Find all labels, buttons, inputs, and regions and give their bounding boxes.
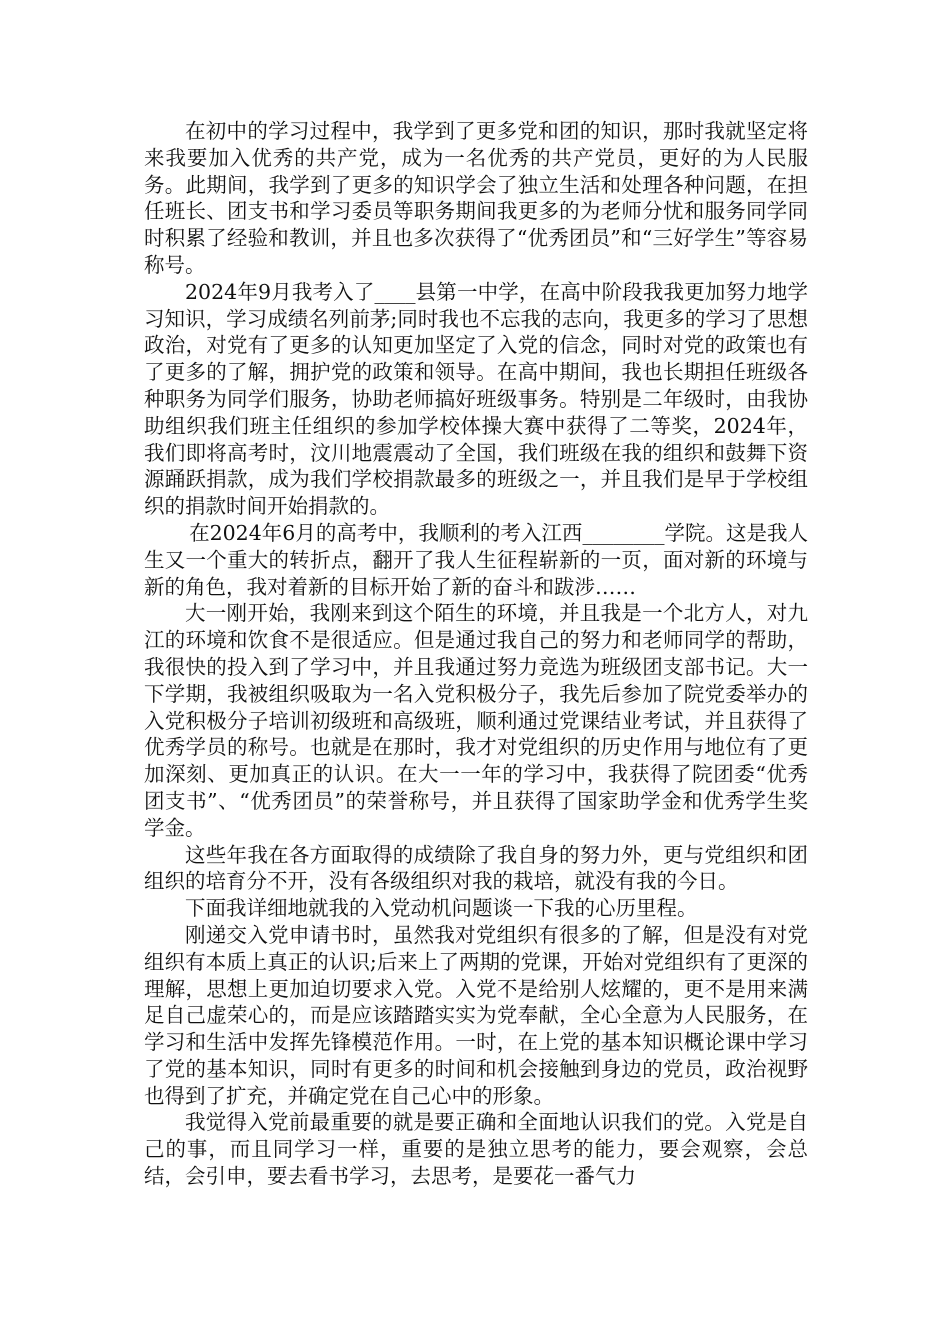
paragraph-middle-school: 在初中的学习过程中，我学到了更多党和团的知识，那时我就坚定将来我要加入优秀的共产党，成为一名优秀的共产党员，更好的为人民服务。此期间，我学到了更多的知识学会了独立生活和处理各种问题，在担任班长、团支书和学习委员等职务期间我更多的为老师分忧和服务同学同时积累了经验和教训，并且也多次获得了“优秀团员”和“三好学生”等容易称号。 (144, 119, 808, 277)
paragraph-college-entrance: 在2024年6月的高考中，我顺利的考入江西________学院。这是我人生又一个重大的转折点，翻开了我人生征程崭新的一页，面对新的环境与新的角色，我对着新的目标开始了新的奋斗和跋涉…… (144, 520, 808, 599)
paragraph-achievements: 这些年我在各方面取得的成绩除了我自身的努力外，更与党组织和团组织的培育分不开，没有各级组织对我的栽培，就没有我的今日。 (144, 842, 808, 894)
paragraph-motivation-intro: 下面我详细地就我的入党动机问题谈一下我的心历里程。 (185, 896, 698, 921)
paragraph-high-school: 2024年9月我考入了____县第一中学，在高中阶段我我更加努力地学习知识，学习成绩名列前茅;同时我也不忘我的志向，我更多的学习了思想政治，对党有了更多的认知更加坚定了入党的信念，同时对党的政策也有了更多的了解，拥护党的政策和领导。在高中期间，我也长期担任班级各种职务为同学们服务，协助老师搞好班级事务。特别是二年级时，由我协助组织我们班主任组织的参加学校体操大赛中获得了二等奖，2024年，我们即将高考时，汶川地震震动了全国，我们班级在我的组织和鼓舞下资源踊跃捐款，成为我们学校捐款最多的班级之一，并且我们是早于学校组织的捐款时间开始捐款的。 (144, 279, 808, 519)
document-body (144, 118, 808, 1190)
paragraph-freshman-year: 大一刚开始，我刚来到这个陌生的环境，并且我是一个北方人，对九江的环境和饮食不是很适应。但是通过我自己的努力和老师同学的帮助，我很快的投入到了学习中，并且我通过努力竞选为班级团支部书记。大一下学期，我被组织吸取为一名入党积极分子，我先后参加了院党委举办的入党积极分子培训初级班和高级班，顺利通过党课结业考试，并且获得了优秀学员的称号。也就是在那时，我才对党组织的历史作用与地位有了更加深刻、更加真正的认识。在大一一年的学习中，我获得了院团委“优秀团支书”、“优秀团员”的荣誉称号，并且获得了国家助学金和优秀学生奖学金。 (144, 601, 808, 840)
paragraph-understanding-party: 我觉得入党前最重要的就是要正确和全面地认识我们的党。入党是自己的事，而且同学习一样，重要的是独立思考的能力，要会观察，会总结，会引申，要去看书学习，去思考，是要花一番气力 (144, 1110, 808, 1189)
paragraph-application: 刚递交入党申请书时，虽然我对党组织有很多的了解，但是没有对党组织有本质上真正的认识;后来上了两期的党课，开始对党组织有了更深的理解，思想上更加迫切要求入党。入党不是给别人炫耀的，更不是用来满足自己虚荣心的，而是应该踏踏实实为党奉献，全心全意为人民服务，在学习和生活中发挥先锋模范作用。一时，在上党的基本知识概论课中学习了党的基本知识，同时有更多的时间和机会接触到身边的党员，政治视野也得到了扩充，并确定党在自己心中的形象。 (144, 922, 808, 1108)
